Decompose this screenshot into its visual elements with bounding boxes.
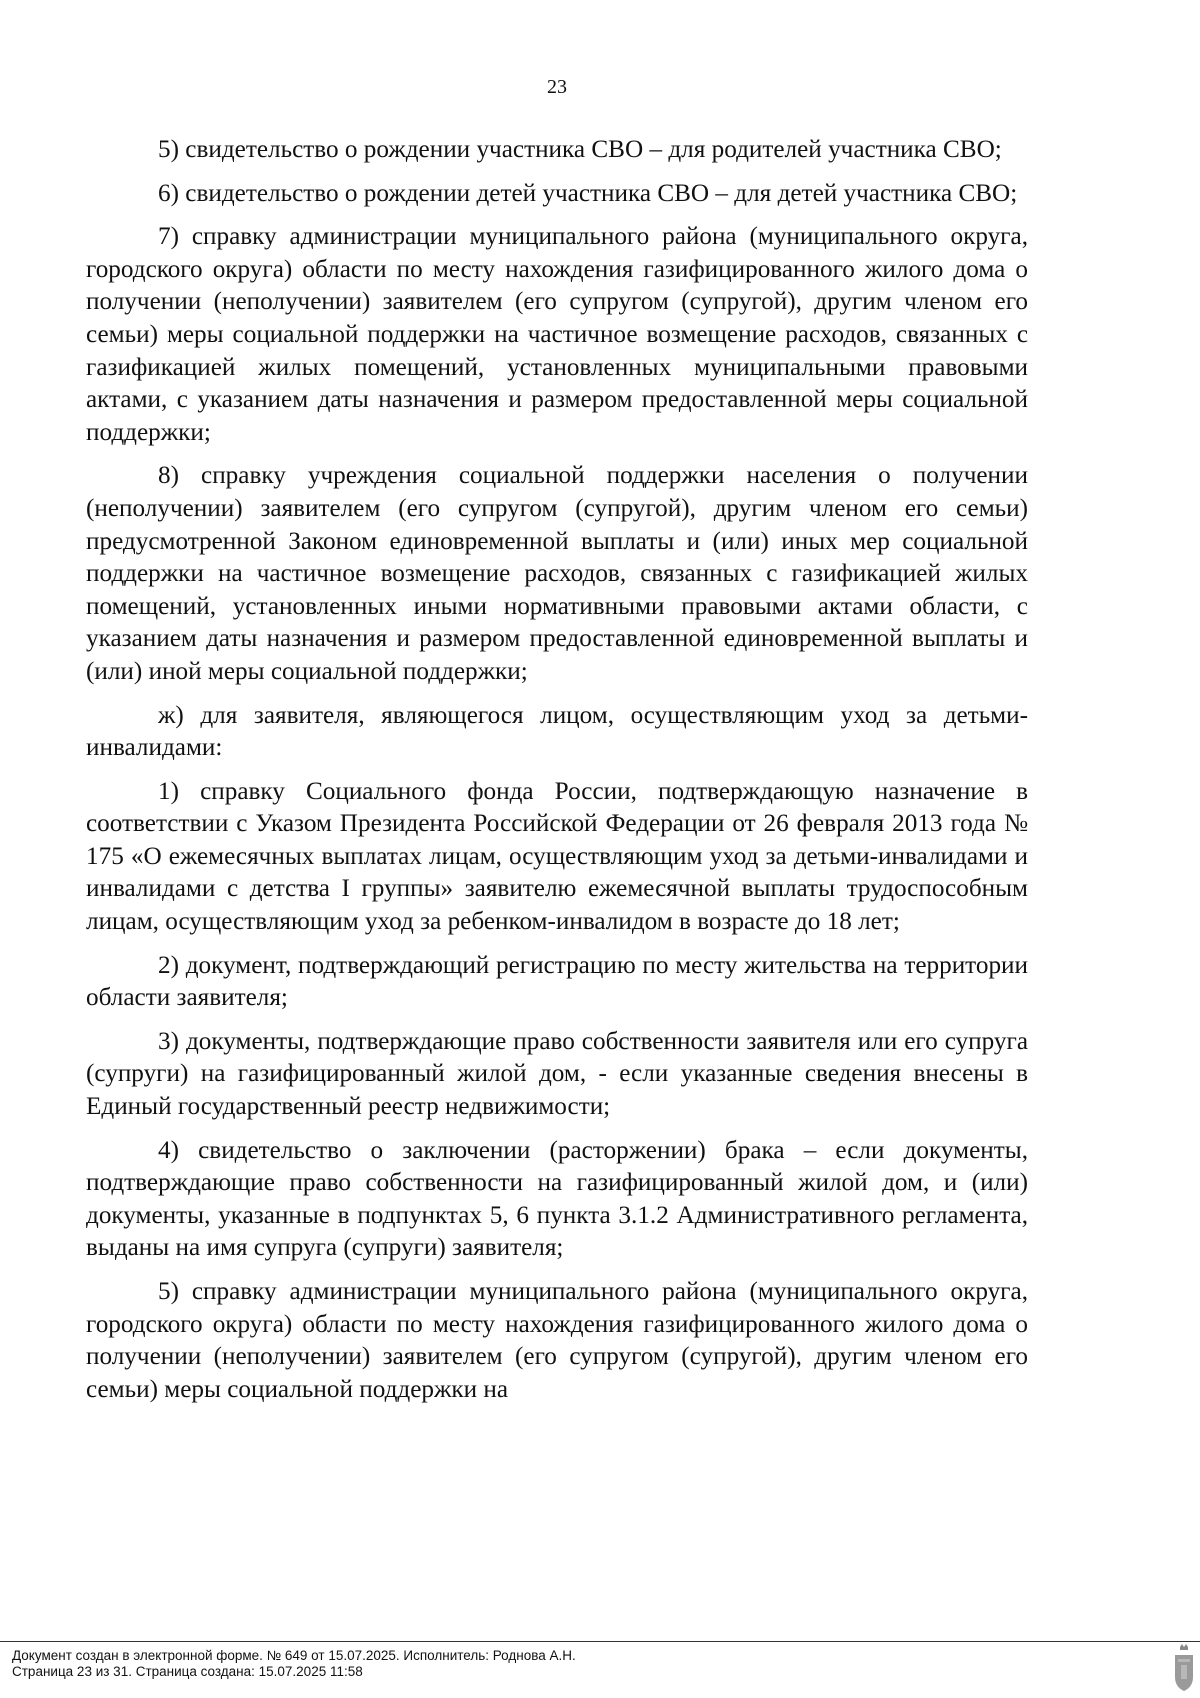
paragraph-item-5-municipal-certificate: 5) справку администрации муниципального района (муниципального округа, городского округа) области по месту нахождения газифицированного жилого дома о получении (неполучении) заявителем (его супругом (супругой), другим членом его семьи) меры социальной поддержки на [86, 1278, 1028, 1403]
paragraph-item-6-birth-certificate-children: 6) свидетельство о рождении детей участника СВО – для детей участника СВО; [158, 179, 1018, 207]
document-footer [12, 1648, 576, 1680]
document-body [86, 134, 1028, 1417]
paragraph-item-4-marriage-certificate: 4) свидетельство о заключении (расторжении) брака – если документы, подтверждающие право собственности на газифицированный жилой дом, и (или) документы, указанные в подпунктах 5, 6 пункта 3.1.2 Административного регламента, выданы на имя супруга (супруги) заявителя; [86, 1136, 1028, 1262]
paragraph-item-8-social-support-certificate: 8) справку учреждения социальной поддержки населения о получении (неполучении) заявителем (его супругом (супругой), другим членом его семьи) предусмотренной Законом единовременной выплаты и (или) иных мер социальной поддержки на частичное возмещение расходов, связанных с газификацией жилых помещений, установленных иными нормативными правовыми актами области, с указанием даты назначения и размером предоставленной единовременной выплаты и (или) иной меры социальной поддержки; [86, 462, 1028, 685]
footer-document-info: Документ создан в электронной форме. № 649 от 15.07.2025. Исполнитель: Роднова А.Н. [12, 1648, 576, 1663]
footer-page-info: Страница 23 из 31. Страница создана: 15.07.2025 11:58 [12, 1664, 363, 1679]
paragraph-item-1-social-fund-certificate: 1) справку Социального фонда России, подтверждающую назначение в соответствии с Указом Президента Российской Федерации от 26 февраля 2013 года № 175 «О ежемесячных выплатах лицам, осуществляющим уход за детьми-инвалидами и инвалидами с детства I группы» заявителю ежемесячной выплаты трудоспособным лицам, осуществляющим уход за ребенком-инвалидом в возрасте до 18 лет; [86, 777, 1028, 936]
paragraph-subsection-zh: ж) для заявителя, являющегося лицом, осуществляющим уход за детьми-инвалидами: [86, 701, 1028, 762]
paragraph-item-3-ownership-documents: 3) документы, подтверждающие право собственности заявителя или его супруга (супруги) на газифицированный жилой дом, - если указанные сведения внесены в Единый государственный реестр недвижимости; [86, 1027, 1028, 1121]
paragraph-item-5-birth-certificate-parents: 5) свидетельство о рождении участника СВО – для родителей участника СВО; [158, 136, 1002, 163]
coat-of-arms-icon [1172, 1643, 1196, 1693]
paragraph-item-2-registration-document: 2) документ, подтверждающий регистрацию по месту жительства на территории области заявителя; [86, 951, 1028, 1012]
footer-divider [0, 1641, 1200, 1642]
paragraph-item-7-municipal-certificate: 7) справку администрации муниципального района (муниципального округа, городского округа) области по месту нахождения газифицированного жилого дома о получении (неполучении) заявителем (его супругом (супругой), другим членом его семьи) меры социальной поддержки на частичное возмещение расходов, связанных с газификацией жилых помещений, установленных муниципальными правовыми актами, с указанием даты назначения и размером предоставленной меры социальной поддержки; [86, 223, 1028, 446]
page-number: 23 [547, 76, 567, 98]
